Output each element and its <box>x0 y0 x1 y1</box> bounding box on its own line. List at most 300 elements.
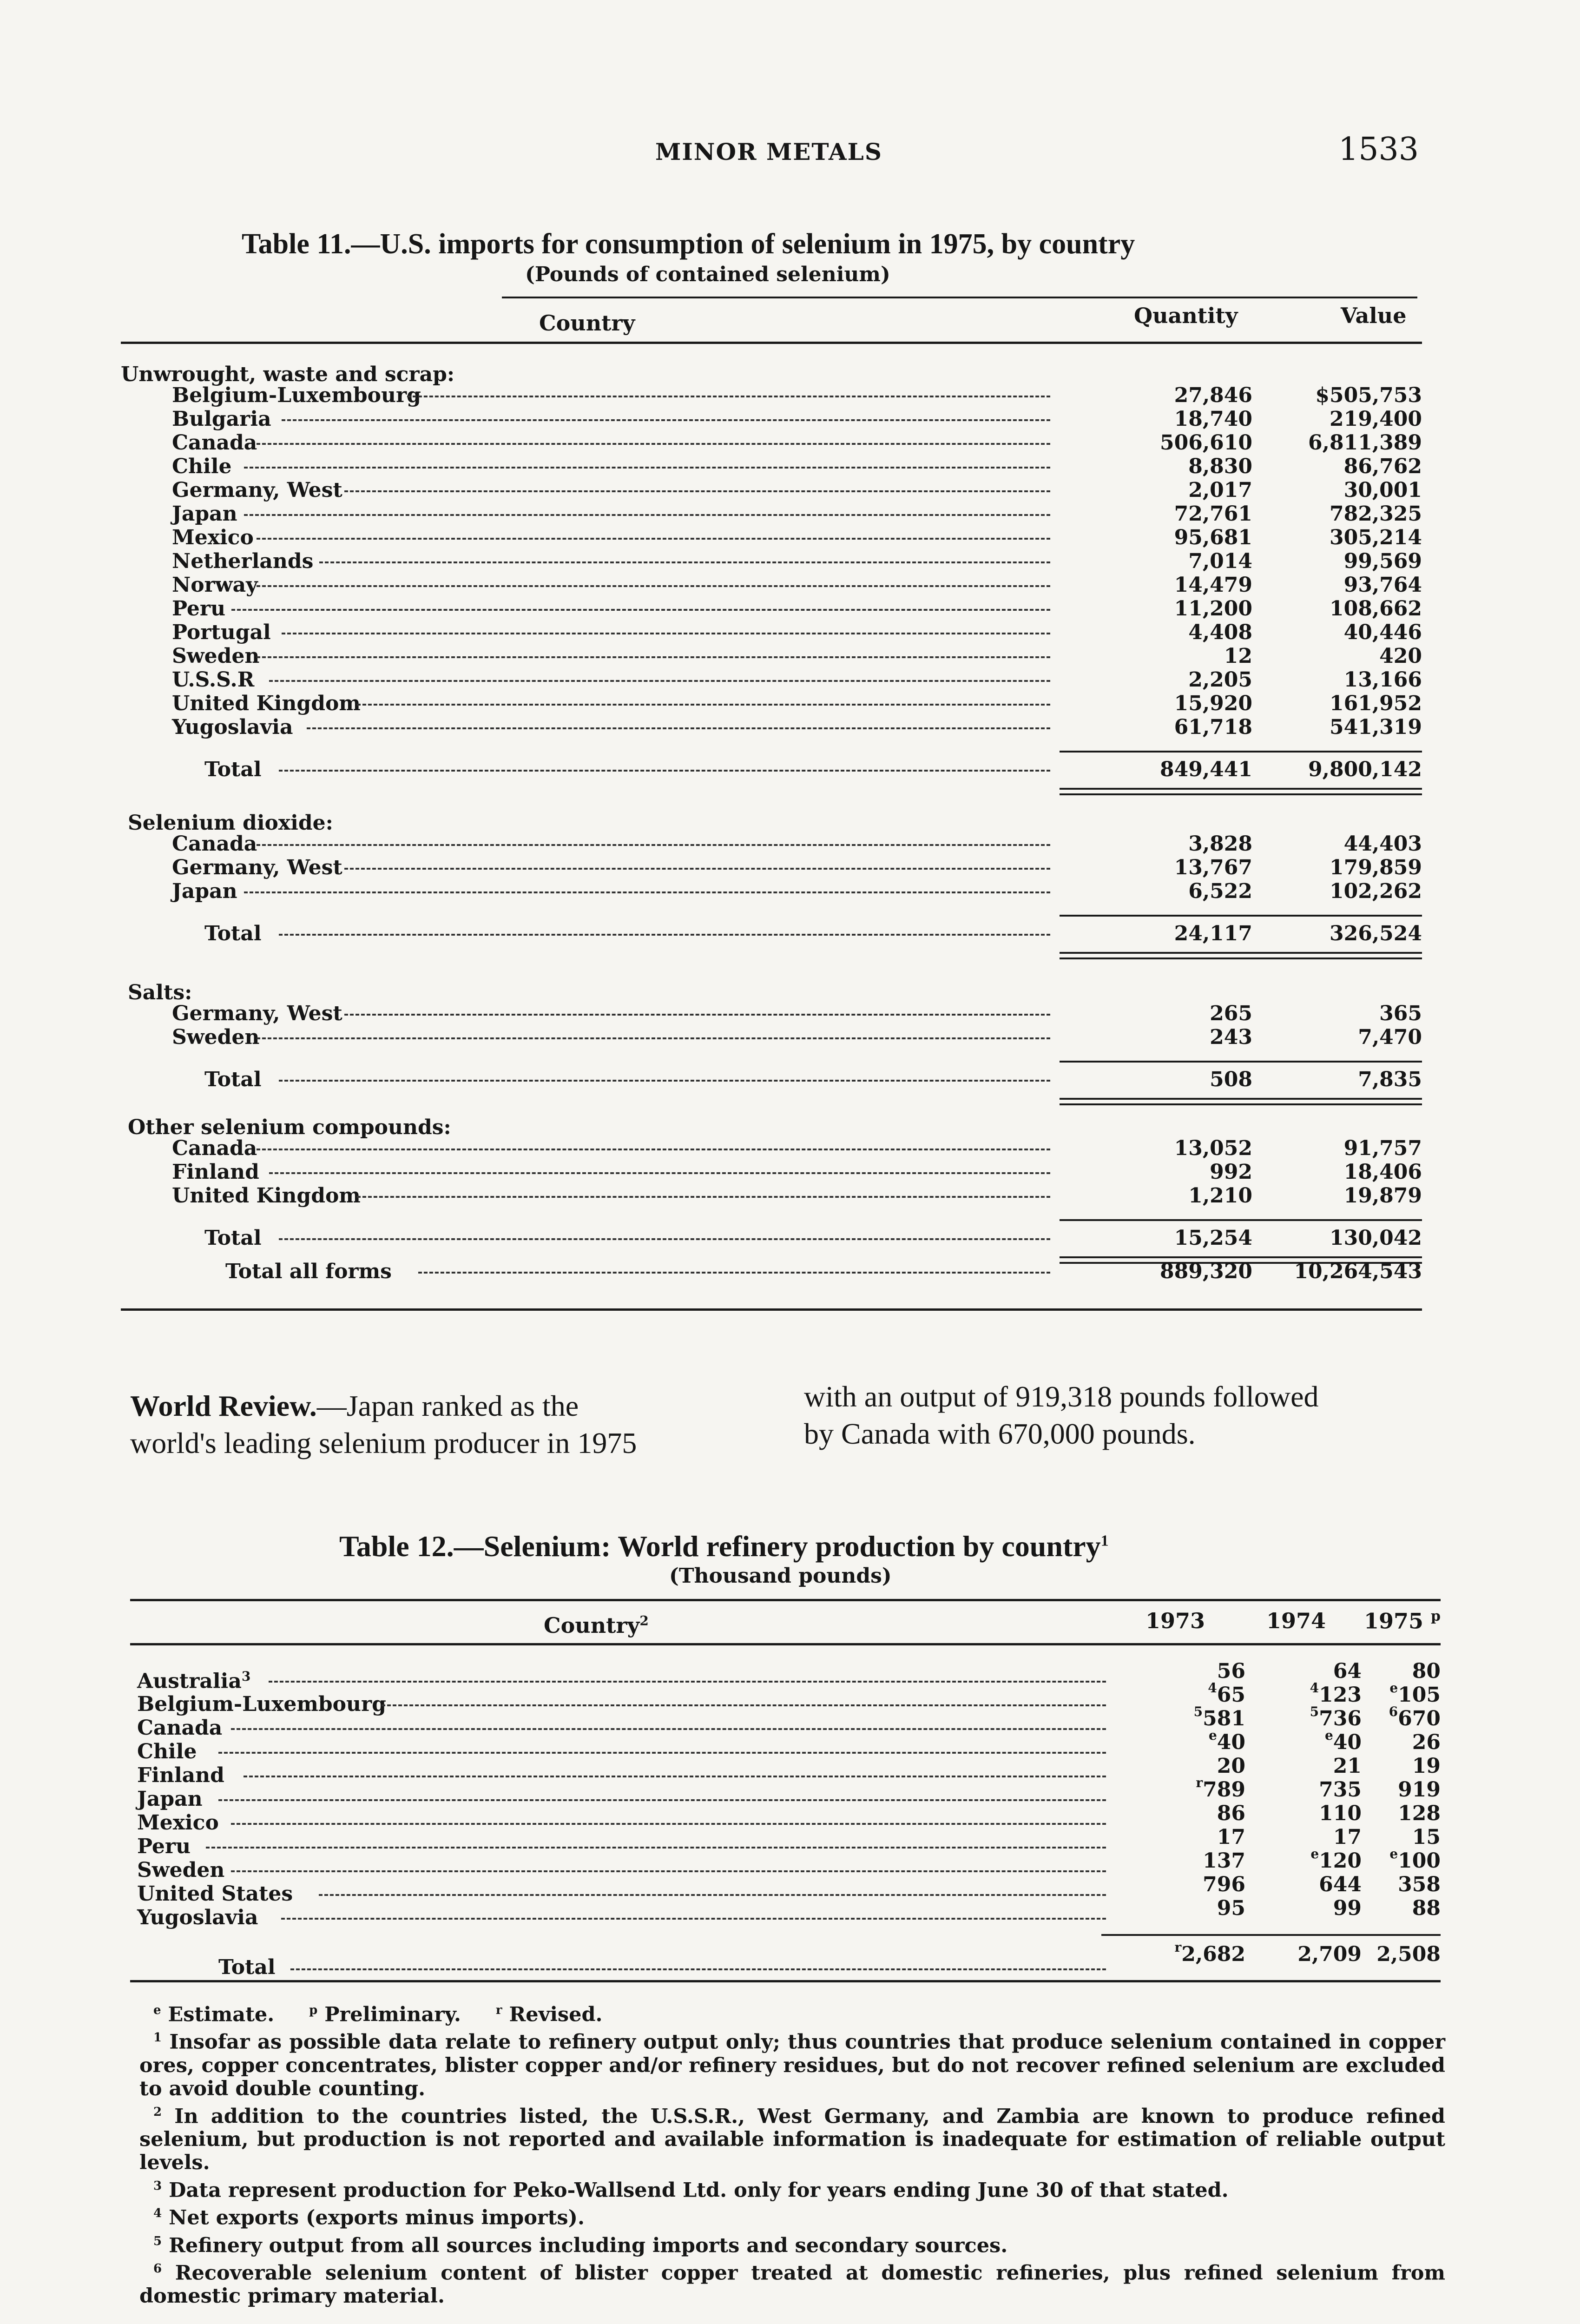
total-label: Total <box>218 1955 276 1979</box>
value-1974 <box>1250 1680 1362 1707</box>
country-label: Mexico <box>137 1811 219 1835</box>
value-cell <box>1273 383 1422 407</box>
country-label: Chile <box>137 1740 197 1763</box>
country-name: Belgium-Luxembourg <box>172 383 421 407</box>
footnote-4: $^4$ Net exports (exports minus imports). <box>153 2206 585 2230</box>
value-1974 <box>1250 1873 1362 1896</box>
quantity-cell <box>1113 692 1252 715</box>
table-row <box>130 1659 1441 1693</box>
value-1974 <box>1250 1659 1362 1683</box>
value-1975-value: 358 <box>1398 1873 1441 1896</box>
total-row <box>130 1940 1441 1979</box>
value-cell-value: 6,811,389 <box>1308 431 1422 455</box>
quantity-cell <box>1113 407 1252 431</box>
leader-dots <box>279 934 1050 936</box>
grand-total-row <box>121 1260 1422 1283</box>
table-row <box>121 1160 1422 1184</box>
value-1975-value: 105 <box>1398 1683 1441 1707</box>
table11-header-rule <box>121 342 1422 344</box>
country-name: Germany, West <box>172 856 342 879</box>
value-cell <box>1273 455 1422 478</box>
total-quantity-value: 849,441 <box>1159 758 1252 781</box>
quantity-cell <box>1113 478 1252 502</box>
footnote-3: $^3$ Data represent production for Peko-Wallsend Ltd. only for years ending June 30 of that stated. <box>153 2179 1229 2202</box>
value-1975 <box>1348 1680 1441 1707</box>
table-row <box>121 407 1422 431</box>
quantity-cell <box>1113 549 1252 573</box>
value-1975-value: 88 <box>1412 1896 1441 1920</box>
total-quantity <box>1113 922 1252 945</box>
table-row <box>130 1896 1441 1929</box>
value-cell-value: 99,569 <box>1343 549 1422 573</box>
leader-dots <box>319 561 1050 563</box>
leader-dots <box>257 1037 1050 1039</box>
country-name: Bulgaria <box>172 407 271 431</box>
value-1975 <box>1348 1659 1441 1683</box>
quantity-cell <box>1113 455 1252 478</box>
value-cell-value: 219,400 <box>1329 407 1422 431</box>
section-heading: Unwrought, waste and scrap: <box>121 363 455 386</box>
quantity-cell <box>1113 431 1252 455</box>
col-1975-label: 1975 <box>1364 1608 1424 1634</box>
quantity-cell <box>1113 856 1252 879</box>
total-1975 <box>1348 1942 1441 1966</box>
value-cell <box>1273 715 1422 739</box>
footnote-marker: 5 <box>1193 1704 1203 1719</box>
quantity-cell <box>1113 526 1252 549</box>
value-1975-value: 919 <box>1398 1778 1441 1802</box>
value-1974 <box>1250 1704 1362 1730</box>
table12-top-rule <box>130 1599 1441 1601</box>
table-row <box>121 621 1422 644</box>
country-name: Chile <box>172 455 232 478</box>
total-1974-value: 2,709 <box>1297 1942 1362 1966</box>
total-quantity-value: 508 <box>1210 1068 1252 1091</box>
quantity-cell <box>1113 1184 1252 1208</box>
quantity-cell-value: 95,681 <box>1174 526 1252 549</box>
value-1973-value: 796 <box>1203 1873 1245 1896</box>
leader-dots <box>269 680 1050 682</box>
value-1975 <box>1348 1802 1441 1825</box>
leader-dots <box>282 419 1050 421</box>
table12-subtitle: (Thousand pounds) <box>669 1564 892 1588</box>
table-row <box>121 879 1422 903</box>
country-label: Yugoslavia <box>137 1906 258 1929</box>
value-cell-value: 305,214 <box>1329 526 1422 549</box>
leader-dots <box>281 1918 1106 1920</box>
leader-dots <box>307 727 1050 729</box>
country-name: Japan <box>172 879 237 903</box>
value-1975-value: 670 <box>1398 1707 1441 1730</box>
section-heading: Salts: <box>128 981 192 1004</box>
value-cell-value: 102,262 <box>1329 879 1422 903</box>
country-label: Peru <box>137 1835 191 1858</box>
footnote-marker: r <box>1196 1775 1203 1790</box>
value-1974 <box>1250 1730 1362 1754</box>
leader-dots <box>231 1728 1106 1730</box>
running-header: MINOR METALS <box>655 138 882 165</box>
value-cell <box>1273 668 1422 692</box>
value-1975-value: 100 <box>1398 1849 1441 1873</box>
value-cell-value: 30,001 <box>1343 478 1422 502</box>
subtotal-rule <box>1060 1061 1422 1063</box>
value-1973-value: 65 <box>1217 1683 1245 1707</box>
leader-dots <box>244 514 1050 516</box>
table12-title: Table 12.—Selenium: World refinery production by country$^1$ <box>339 1530 1109 1563</box>
total-double-rule <box>1060 793 1422 795</box>
table-row <box>121 692 1422 715</box>
footnote-5: $^5$ Refinery output from all sources including imports and secondary sources. <box>153 2233 1008 2257</box>
country-name: Yugoslavia <box>172 715 293 739</box>
value-1974-value: 736 <box>1319 1707 1362 1730</box>
quantity-cell-value: 15,920 <box>1174 692 1252 715</box>
quantity-cell-value: 992 <box>1210 1160 1252 1184</box>
value-1973-value: 20 <box>1217 1754 1245 1778</box>
value-cell-value: 179,859 <box>1329 856 1422 879</box>
subtotal-rule <box>1060 751 1422 753</box>
leader-dots <box>357 704 1050 706</box>
col-1974: 1974 <box>1266 1608 1326 1633</box>
value-1975-value: 26 <box>1412 1730 1441 1754</box>
value-1974 <box>1250 1896 1362 1920</box>
value-1975 <box>1348 1730 1441 1754</box>
value-cell-value: 108,662 <box>1329 597 1422 621</box>
country-label: Japan <box>137 1787 203 1811</box>
quantity-cell <box>1113 879 1252 903</box>
value-1974 <box>1250 1846 1362 1873</box>
leader-dots <box>244 467 1050 469</box>
subtotal-rule <box>1060 1219 1422 1221</box>
value-1975 <box>1348 1778 1441 1802</box>
footnote-marker: e <box>1389 1680 1398 1696</box>
total-label: Total <box>204 1226 262 1250</box>
country-name: Sweden <box>172 1025 260 1049</box>
value-1975 <box>1348 1873 1441 1896</box>
table-row <box>121 597 1422 621</box>
value-cell-value: 44,403 <box>1343 832 1422 856</box>
footnote-marker: 2 <box>639 1613 649 1629</box>
leader-dots <box>382 1704 1106 1706</box>
total-double-rule <box>1060 952 1422 954</box>
value-cell-value: 19,879 <box>1343 1184 1422 1208</box>
total-label: Total <box>204 922 262 945</box>
value-1974-value: 40 <box>1333 1730 1362 1754</box>
value-cell-value: 541,319 <box>1329 715 1422 739</box>
value-cell-value: 13,166 <box>1343 668 1422 692</box>
value-cell-value: 93,764 <box>1343 573 1422 597</box>
leader-dots <box>290 1968 1106 1970</box>
quantity-cell <box>1113 715 1252 739</box>
value-cell <box>1273 526 1422 549</box>
country-name: Germany, West <box>172 1002 342 1025</box>
value-1973 <box>1134 1704 1245 1730</box>
footnote-1: $^1$ Insofar as possible data relate to refinery output only; thus countries that produce selenium contained in copper ores, copper concentrates, blister copper and/or refinery residues, but do not recover refined selenium are excluded to avoid double counting. <box>139 2030 1445 2100</box>
footnote-marker: e <box>1389 1846 1398 1862</box>
value-1973 <box>1134 1825 1245 1849</box>
quantity-cell-value: 14,479 <box>1174 573 1252 597</box>
value-1974 <box>1250 1802 1362 1825</box>
value-cell <box>1273 407 1422 431</box>
value-1975-value: 128 <box>1398 1802 1441 1825</box>
country-name: Canada <box>172 832 257 856</box>
value-cell <box>1273 692 1422 715</box>
value-cell <box>1273 1002 1422 1025</box>
quantity-cell-value: 6,522 <box>1188 879 1252 903</box>
quantity-cell-value: 72,761 <box>1174 502 1252 526</box>
footnote-6: $^6$ Recoverable selenium content of blister copper treated at domestic refineries, plus refined selenium from domestic primary material. <box>139 2261 1445 2308</box>
total-value-value: 130,042 <box>1329 1226 1422 1250</box>
total-quantity <box>1113 1226 1252 1250</box>
leader-dots <box>257 585 1050 587</box>
total-row <box>121 758 1422 781</box>
leader-dots <box>269 1172 1050 1174</box>
total-1974 <box>1250 1942 1362 1966</box>
quantity-cell <box>1113 502 1252 526</box>
total-quantity-value: 15,254 <box>1174 1226 1252 1250</box>
table-row <box>121 644 1422 668</box>
value-1973-value: 137 <box>1203 1849 1245 1873</box>
total-1973 <box>1106 1942 1245 1966</box>
leader-dots <box>218 1752 1106 1754</box>
leader-dots <box>344 868 1050 870</box>
footnote-2: $^2$ In addition to the countries listed, the U.S.S.R., West Germany, and Zambia are known to produce refined selenium, but production is not reported and available information is inadequate for estimation of reliable output levels. <box>139 2104 1445 2174</box>
total-double-rule <box>1060 1256 1422 1258</box>
footnote-legend: $^e$ Estimate. $^p$ Preliminary. $^r$ Revised. <box>153 2003 603 2027</box>
value-1974-value: 644 <box>1319 1873 1362 1896</box>
country-name: Portugal <box>172 621 271 644</box>
value-cell <box>1273 879 1422 903</box>
value-1973-value: 581 <box>1203 1707 1245 1730</box>
value-1973-value: 40 <box>1217 1730 1245 1754</box>
value-cell-value: 161,952 <box>1329 692 1422 715</box>
value-cell-value: 420 <box>1379 644 1422 668</box>
country-name: Canada <box>172 431 257 455</box>
quantity-cell <box>1113 832 1252 856</box>
leader-dots <box>407 396 1050 397</box>
total-quantity <box>1113 758 1252 781</box>
subtotal-rule <box>1101 1934 1441 1936</box>
value-1973 <box>1134 1730 1245 1754</box>
quantity-cell-value: 61,718 <box>1174 715 1252 739</box>
leader-dots <box>282 633 1050 634</box>
total-double-rule <box>1060 1103 1422 1105</box>
table-row <box>121 668 1422 692</box>
grand-total-value <box>1273 1260 1422 1283</box>
total-quantity-value: 24,117 <box>1174 922 1252 945</box>
table-row <box>130 1802 1441 1835</box>
value-1974-value: 110 <box>1319 1802 1362 1825</box>
leader-dots <box>257 443 1050 445</box>
quantity-cell-value: 506,610 <box>1159 431 1252 455</box>
leader-dots <box>257 656 1050 658</box>
country-label: Finland <box>137 1763 224 1787</box>
grand-total-quantity <box>1113 1260 1252 1283</box>
total-quantity <box>1113 1068 1252 1091</box>
table11-bottom-rule <box>121 1308 1422 1311</box>
quantity-cell-value: 2,205 <box>1188 668 1252 692</box>
value-1974 <box>1250 1778 1362 1802</box>
value-1974 <box>1250 1825 1362 1849</box>
quantity-cell-value: 3,828 <box>1188 832 1252 856</box>
quantity-cell-value: 265 <box>1210 1002 1252 1025</box>
quantity-cell <box>1113 1025 1252 1049</box>
value-1973 <box>1134 1659 1245 1683</box>
table-row <box>121 455 1422 478</box>
value-1973 <box>1134 1754 1245 1778</box>
value-cell <box>1273 1184 1422 1208</box>
table-row <box>121 526 1422 549</box>
value-cell-value: 86,762 <box>1343 455 1422 478</box>
leader-dots <box>206 1847 1106 1849</box>
total-value <box>1273 1068 1422 1091</box>
value-cell <box>1273 1136 1422 1160</box>
footnote-marker: p <box>1431 1608 1441 1624</box>
footnote-marker: e <box>1310 1846 1319 1862</box>
quantity-cell-value: 7,014 <box>1188 549 1252 573</box>
value-cell <box>1273 573 1422 597</box>
value-1975-value: 80 <box>1412 1659 1441 1683</box>
value-cell <box>1273 856 1422 879</box>
table-row <box>121 502 1422 526</box>
value-1973 <box>1134 1680 1245 1707</box>
total-value <box>1273 758 1422 781</box>
table-row <box>121 1025 1422 1049</box>
col-country: Country <box>539 310 635 336</box>
world-review-right: with an output of 919,318 pounds followed by Canada with 670,000 pounds. <box>804 1380 1319 1450</box>
value-cell-value: 365 <box>1379 1002 1422 1025</box>
value-1973-value: 789 <box>1203 1778 1245 1802</box>
footnotes <box>139 1999 1445 2308</box>
leader-dots <box>319 1894 1106 1896</box>
leader-dots <box>344 490 1050 492</box>
country-name: United Kingdom <box>172 692 361 715</box>
value-cell <box>1273 549 1422 573</box>
value-1973 <box>1134 1802 1245 1825</box>
section-heading: Selenium dioxide: <box>128 811 333 835</box>
section-heading: Other selenium compounds: <box>128 1116 451 1139</box>
table-row <box>121 715 1422 739</box>
country-name: Netherlands <box>172 549 314 573</box>
value-cell-value: $505,753 <box>1315 383 1422 407</box>
country-label: Sweden <box>137 1858 225 1882</box>
quantity-cell-value: 1,210 <box>1188 1184 1252 1208</box>
table-row <box>121 478 1422 502</box>
table-row <box>121 856 1422 879</box>
col-country <box>544 1613 649 1638</box>
quantity-cell-value: 243 <box>1210 1025 1252 1049</box>
col-1973: 1973 <box>1146 1608 1205 1633</box>
value-cell <box>1273 502 1422 526</box>
leader-dots <box>344 1014 1050 1016</box>
leader-dots <box>279 770 1050 772</box>
leader-dots <box>231 1823 1106 1825</box>
total-value-value: 9,800,142 <box>1308 758 1422 781</box>
value-cell-value: 782,325 <box>1329 502 1422 526</box>
total-1973-value: 2,682 <box>1181 1942 1245 1966</box>
value-cell <box>1273 644 1422 668</box>
quantity-cell <box>1113 1136 1252 1160</box>
value-1973 <box>1134 1849 1245 1873</box>
quantity-cell <box>1113 383 1252 407</box>
table-row <box>130 1873 1441 1906</box>
value-1975 <box>1348 1825 1441 1849</box>
table11-top-rule <box>502 297 1417 298</box>
total-label: Total <box>204 758 262 781</box>
quantity-cell <box>1113 621 1252 644</box>
value-cell-value: 91,757 <box>1343 1136 1422 1160</box>
quantity-cell-value: 11,200 <box>1174 597 1252 621</box>
value-1973 <box>1134 1775 1245 1802</box>
footnote-marker: 3 <box>241 1669 251 1684</box>
footnote-marker: e <box>1324 1728 1333 1743</box>
country-name: Mexico <box>172 526 254 549</box>
world-review-heading: World Review. <box>130 1389 317 1422</box>
grand-total-value-value: 10,264,543 <box>1294 1260 1422 1283</box>
table-row <box>121 549 1422 573</box>
quantity-cell-value: 4,408 <box>1188 621 1252 644</box>
quantity-cell <box>1113 1002 1252 1025</box>
leader-dots <box>279 1238 1050 1240</box>
quantity-cell-value: 27,846 <box>1174 383 1252 407</box>
country-label: Australia <box>137 1669 242 1693</box>
country-name: United Kingdom <box>172 1184 361 1208</box>
col-1975 <box>1364 1608 1441 1633</box>
country-name: U.S.S.R <box>172 668 255 692</box>
quantity-cell-value: 2,017 <box>1188 478 1252 502</box>
country-name: Norway <box>172 573 258 597</box>
country-name: Canada <box>172 1136 257 1160</box>
value-1975 <box>1348 1704 1441 1730</box>
value-1973-value: 56 <box>1217 1659 1245 1683</box>
leader-dots <box>218 1799 1106 1801</box>
value-cell <box>1273 1025 1422 1049</box>
value-cell <box>1273 597 1422 621</box>
country-name: Germany, West <box>172 478 342 502</box>
country-label: Belgium-Luxembourg <box>137 1692 386 1716</box>
grand-total-label: Total all forms <box>225 1260 392 1283</box>
total-double-rule <box>1060 788 1422 790</box>
value-cell <box>1273 1160 1422 1184</box>
leader-dots <box>257 844 1050 846</box>
table11-title: Table 11.—U.S. imports for consumption of selenium in 1975, by country <box>242 228 1135 260</box>
col-value: Value <box>1341 303 1407 328</box>
quantity-cell-value: 8,830 <box>1188 455 1252 478</box>
value-1974-value: 17 <box>1333 1825 1362 1849</box>
value-cell <box>1273 478 1422 502</box>
table-row <box>121 1184 1422 1208</box>
total-1975-value: 2,508 <box>1376 1942 1441 1966</box>
leader-dots <box>244 1776 1106 1777</box>
quantity-cell <box>1113 668 1252 692</box>
value-1975-value: 15 <box>1412 1825 1441 1849</box>
country-name <box>137 1906 258 1929</box>
table-row <box>121 832 1422 856</box>
value-1973 <box>1134 1896 1245 1920</box>
leader-dots <box>244 891 1050 893</box>
quantity-cell-value: 13,767 <box>1174 856 1252 879</box>
footnote-marker: 5 <box>1310 1704 1319 1719</box>
footnote-marker: r <box>1174 1940 1182 1955</box>
total-label: Total <box>204 1068 262 1091</box>
value-cell <box>1273 832 1422 856</box>
value-1974-value: 99 <box>1333 1896 1362 1920</box>
total-row <box>121 1226 1422 1250</box>
country-name: Japan <box>172 502 237 526</box>
value-1975-value: 19 <box>1412 1754 1441 1778</box>
country-name: Sweden <box>172 644 260 668</box>
country-label: Canada <box>137 1716 223 1740</box>
leader-dots <box>231 1870 1106 1872</box>
